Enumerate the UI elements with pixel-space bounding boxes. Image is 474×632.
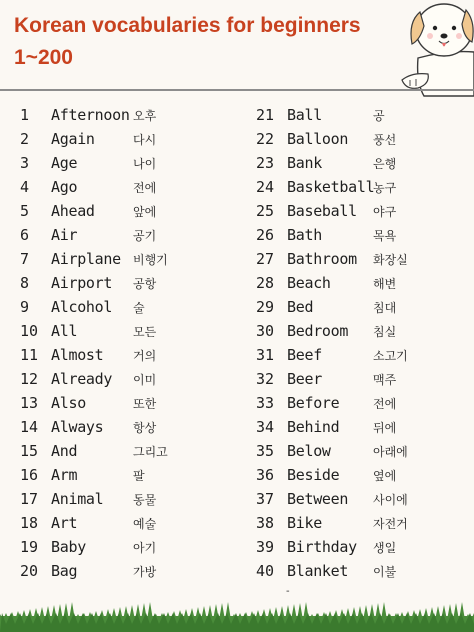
vocab-number: 36 [256,466,275,484]
vocab-korean: 침대 [373,300,397,315]
vocab-row [20,463,245,487]
vocab-korean: 예술 [133,516,157,531]
vocab-row [20,319,245,343]
vocab-korean: 항상 [133,420,157,435]
vocab-korean: 가방 [133,564,157,579]
vocab-english: Art [51,514,78,532]
vocab-row [256,271,474,295]
vocab-number: 10 [20,322,39,340]
vocab-row [256,415,474,439]
vocab-english: Bathroom [287,250,357,268]
vocab-number: 9 [20,298,30,316]
vocab-row [20,511,245,535]
vocab-english: Ball [287,106,322,124]
vocab-english: Afternoon [51,106,130,124]
vocab-row [256,439,474,463]
title-line-range: 1~200 [14,46,73,69]
vocab-korean: 농구 [373,180,397,195]
vocab-number: 22 [256,130,275,148]
vocab-number: 19 [20,538,39,556]
vocab-korean: 맥주 [373,372,397,387]
vocab-number: 4 [20,178,30,196]
vocab-english: And [51,442,78,460]
vocab-row [20,127,245,151]
vocab-korean: 이불 [373,564,397,579]
vocab-korean: 공항 [133,276,157,291]
vocab-number: 33 [256,394,275,412]
vocab-korean: 다시 [133,132,157,147]
vocab-row [256,127,474,151]
vocab-number: 24 [256,178,275,196]
vocab-number: 39 [256,538,275,556]
vocab-english: Again [51,130,95,148]
vocab-english: Bed [287,298,314,316]
vocab-english: All [51,322,78,340]
vocab-english: Beer [287,370,322,388]
vocab-number: 17 [20,490,39,508]
vocab-row [20,199,245,223]
vocab-number: 7 [20,250,30,268]
vocab-number: 15 [20,442,39,460]
vocab-row [256,247,474,271]
vocab-number: 13 [20,394,39,412]
vocab-number: 8 [20,274,30,292]
vocab-korean: 그리고 [133,444,168,459]
vocab-korean: 또한 [133,396,157,411]
vocab-column-left [20,103,245,583]
vocab-korean: 전에 [373,396,397,411]
page-title [14,10,394,74]
grass-border [0,598,474,632]
vocab-korean: 은행 [373,156,397,171]
vocab-row [20,103,245,127]
vocab-number: 18 [20,514,39,532]
vocab-english: Below [287,442,331,460]
vocab-korean: 오후 [133,108,157,123]
vocab-row [256,391,474,415]
vocab-row [20,295,245,319]
vocab-korean: 팔 [133,468,145,483]
vocab-row [20,271,245,295]
vocab-korean: 공기 [133,228,157,243]
vocab-english: Airport [51,274,113,292]
vocab-korean: 아기 [133,540,157,555]
vocab-english: Arm [51,466,78,484]
vocab-column-right [256,103,474,583]
vocab-row [256,343,474,367]
vocab-number: 38 [256,514,275,532]
vocab-english: Baseball [287,202,357,220]
vocab-english: Also [51,394,86,412]
vocab-english: Ago [51,178,78,196]
vocab-row [256,463,474,487]
vocab-row [20,487,245,511]
vocab-number: 1 [20,106,30,124]
vocab-number: 29 [256,298,275,316]
vocab-korean: 공 [373,108,385,123]
vocab-english: Bike [287,514,322,532]
vocab-english: Balloon [287,130,349,148]
vocab-english: Bank [287,154,322,172]
vocab-number: 5 [20,202,30,220]
vocab-english: Beach [287,274,331,292]
vocab-number: 11 [20,346,39,364]
vocab-row [256,223,474,247]
vocab-number: 12 [20,370,39,388]
vocab-row [20,439,245,463]
vocab-korean: 앞에 [133,204,157,219]
title-line-main: Korean vocabularies for beginners [14,14,361,37]
vocab-row [20,151,245,175]
vocab-korean: 화장실 [373,252,408,267]
vocab-english: Basketball [287,178,375,196]
vocab-row [256,319,474,343]
vocab-row [256,535,474,559]
vocab-row [20,223,245,247]
vocab-english: Air [51,226,78,244]
vocab-english: Airplane [51,250,121,268]
vocab-english: Already [51,370,113,388]
vocab-row [20,343,245,367]
vocab-korean: 아래에 [373,444,408,459]
vocab-english: Bedroom [287,322,349,340]
vocab-english: Between [287,490,349,508]
vocab-english: Animal [51,490,104,508]
vocab-row [256,367,474,391]
vocab-english: Baby [51,538,86,556]
vocab-number: 30 [256,322,275,340]
vocab-row [256,295,474,319]
vocab-number: 27 [256,250,275,268]
vocab-korean: 술 [133,300,145,315]
vocab-number: 35 [256,442,275,460]
vocab-row [256,511,474,535]
vocab-number: 2 [20,130,30,148]
vocab-korean: 옆에 [373,468,397,483]
vocab-row [256,199,474,223]
vocab-korean: 사이에 [373,492,408,507]
vocab-korean: 전에 [133,180,157,195]
vocab-row [256,559,474,583]
vocab-row [20,367,245,391]
vocab-number: 32 [256,370,275,388]
vocab-korean: 비행기 [133,252,168,267]
header-divider [0,89,474,91]
vocab-number: 40 [256,562,275,580]
vocab-number: 26 [256,226,275,244]
vocab-korean: 야구 [373,204,397,219]
vocab-row [20,415,245,439]
vocab-korean: 거의 [133,348,157,363]
vocab-row [20,175,245,199]
vocab-korean: 목욕 [373,228,397,243]
vocab-korean: 소고기 [373,348,408,363]
vocab-number: 25 [256,202,275,220]
vocab-row [256,487,474,511]
vocab-korean: 모든 [133,324,157,339]
vocab-english: Beside [287,466,340,484]
vocab-korean: 침실 [373,324,397,339]
vocab-english: Birthday [287,538,357,556]
vocab-korean: 자전거 [373,516,408,531]
vocab-row [256,175,474,199]
vocab-number: 34 [256,418,275,436]
vocab-english: Before [287,394,340,412]
vocab-number: 37 [256,490,275,508]
vocab-english: Alcohol [51,298,113,316]
vocab-row [20,535,245,559]
vocab-korean: 생일 [373,540,397,555]
dog-illustration-icon [388,0,474,100]
vocab-english: Ahead [51,202,95,220]
vocab-english: Bath [287,226,322,244]
more-marker: - [286,586,290,597]
vocab-korean: 뒤에 [373,420,397,435]
vocab-row [20,247,245,271]
vocab-english: Beef [287,346,322,364]
vocab-korean: 해변 [373,276,397,291]
vocab-row [256,151,474,175]
vocab-number: 16 [20,466,39,484]
vocab-english: Behind [287,418,340,436]
vocab-english: Blanket [287,562,349,580]
vocab-row [20,391,245,415]
vocab-number: 14 [20,418,39,436]
vocab-row [20,559,245,583]
vocab-number: 31 [256,346,275,364]
vocab-number: 28 [256,274,275,292]
vocab-number: 6 [20,226,30,244]
vocab-english: Bag [51,562,78,580]
vocab-number: 20 [20,562,39,580]
vocab-number: 23 [256,154,275,172]
vocab-number: 21 [256,106,275,124]
vocab-korean: 동물 [133,492,157,507]
vocab-korean: 나이 [133,156,157,171]
vocab-english: Always [51,418,104,436]
vocab-number: 3 [20,154,30,172]
vocab-english: Almost [51,346,104,364]
vocab-english: Age [51,154,78,172]
vocab-korean: 풍선 [373,132,397,147]
vocab-korean: 이미 [133,372,157,387]
vocab-row [256,103,474,127]
